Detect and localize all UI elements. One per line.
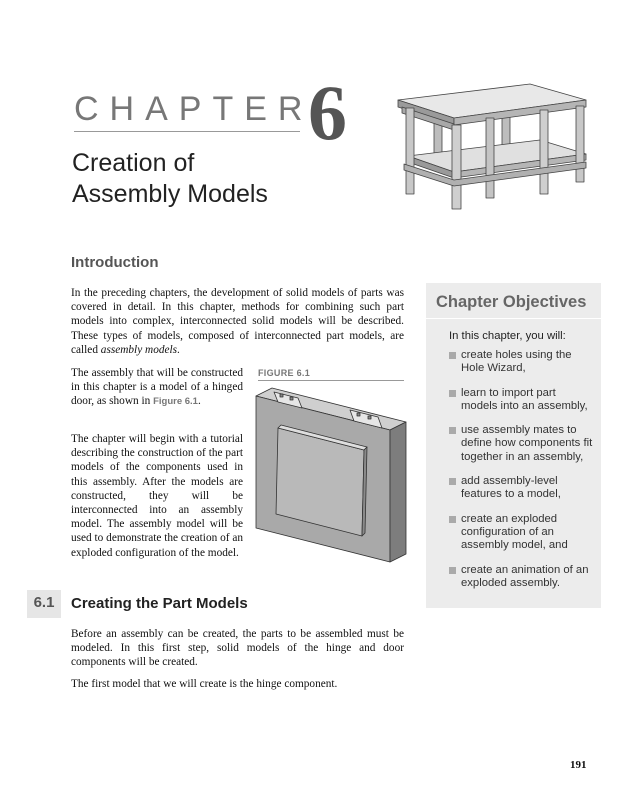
objective-item: use assembly mates to define how components fit together in an assembly, [449, 424, 594, 464]
page-number: 191 [570, 759, 587, 771]
chapter-title [72, 148, 268, 210]
chapter-title-line-2: Assembly Models [72, 180, 268, 208]
section-paragraph-1: Before an assembly can be created, the parts to be assembled must be modeled. In this first step, solid models of the hinge and door components will be created. [71, 628, 404, 669]
chapter-rule [74, 131, 300, 132]
section-number: 6.1 [33, 594, 55, 611]
intro-paragraph-1 [71, 286, 404, 357]
square-bullet-icon [449, 352, 456, 359]
objectives-list [449, 349, 594, 601]
intro-paragraph-3: The chapter will begin with a tutorial describing the construction of the part models of the components used in this assembly. After the models are constructed, they will be interconnected into an assembly model. The assembly model will be used to demonstrate the creation of an exploded configuration of the model. [71, 433, 243, 559]
intro-paragraph-2-end: . [197, 395, 201, 408]
objective-item: add assembly-level features to a model, [449, 475, 594, 502]
objective-item: create an animation of an exploded assembly. [449, 564, 594, 591]
figure-rule [258, 380, 404, 381]
hinged-door-illustration [250, 384, 410, 564]
section-paragraph-2: The first model that we will create is the hinge component. [71, 678, 338, 690]
chapter-title-line-1: Creation of [72, 149, 195, 177]
figure-label: FIGURE 6.1 [258, 368, 311, 378]
objective-item: create holes using the Hole Wizard, [449, 349, 594, 376]
chapter-label: CHAPTER [74, 90, 314, 128]
figure-reference: Figure 6.1 [153, 396, 198, 408]
intro-paragraph-1-text: In the preceding chapters, the development of solid models of parts was covered in detail. In this chapter, methods for combining such part models into complex, interconnected solid models will be described. These types of models, composed of interconnected part models, are called [71, 287, 404, 356]
intro-paragraph-2-text: The assembly that will be constructed in this chapter is a model of a hinged door, as shown in [71, 367, 243, 408]
intro-paragraph-1-end: . [177, 343, 180, 356]
square-bullet-icon [449, 427, 456, 434]
objectives-title: Chapter Objectives [436, 293, 587, 311]
square-bullet-icon [449, 390, 456, 397]
chapter-number: 6 [308, 69, 347, 156]
objectives-rule [426, 318, 601, 319]
workbench-illustration [390, 78, 590, 213]
square-bullet-icon [449, 478, 456, 485]
objectives-intro: In this chapter, you will: [449, 330, 566, 342]
square-bullet-icon [449, 516, 456, 523]
intro-paragraph-2 [71, 366, 243, 410]
section-title: Creating the Part Models [71, 595, 248, 612]
objective-item: learn to import part models into an assembly, [449, 387, 594, 414]
square-bullet-icon [449, 567, 456, 574]
objective-item: create an exploded configuration of an assembly model, and [449, 513, 594, 553]
introduction-heading: Introduction [71, 254, 159, 271]
assembly-models-term: assembly models [100, 343, 178, 356]
